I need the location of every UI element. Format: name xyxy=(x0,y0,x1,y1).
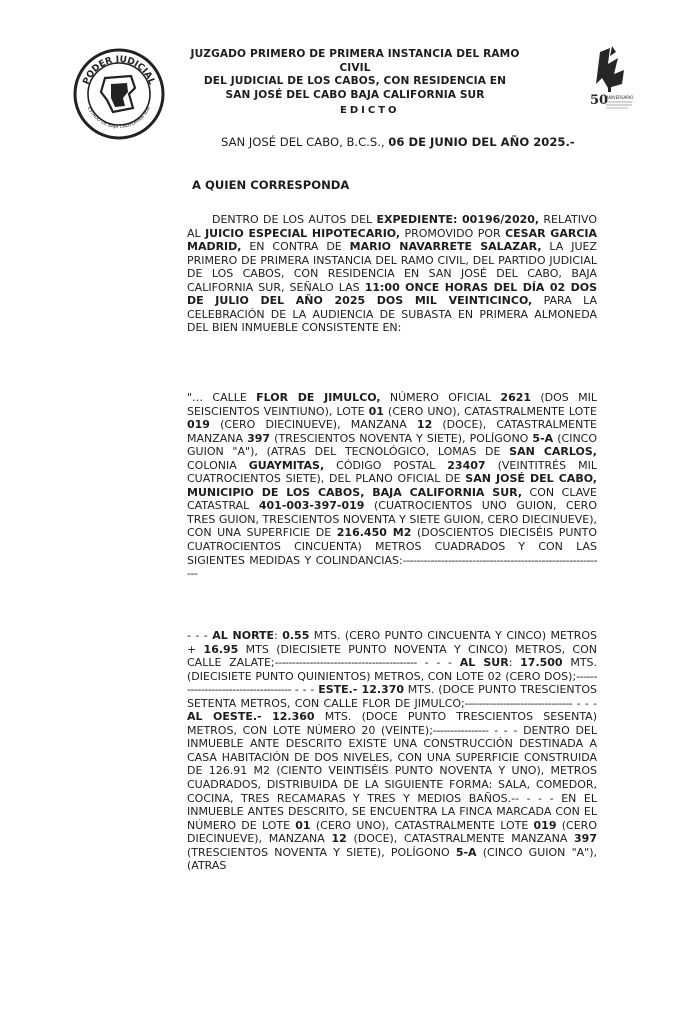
dateline-date: 06 DE JUNIO DEL AÑO 2025.- xyxy=(388,135,575,149)
paragraph-boundaries: - - - AL NORTE: 0.55 MTS. (CERO PUNTO CINCUENTA Y CINCO) METROS + 16.95 MTS (DIECISIETE PUNTO NOVENTA Y CINCO) METROS, CON CALLE ZALATE;----------------------------------------- - - - AL SUR: 17.500 MTS. (DIECISIETE PUNTO QUINIENTOS) METROS, CON LOTE 02 (CERO DOS);------------------------------------ - - - ESTE.- 12.370 MTS. (DOCE PUNTO TRESCIENTOS SETENTA METROS, CON CALLE FLOR DE JIMULCO;------------------------------- - - - AL OESTE.- 12.360 MTS. (DOCE PUNTO TRESCIENTOS SESENTA) METROS, CON LOTE NÚMERO 20 (VEINTE);---------------- - - - DENTRO DEL INMUEBLE ANTE DESCRITO EXISTE UNA CONSTRUCCIÓN DESTINADA A CASA HABITACIÓN DE DOS NIVELES, CON UNA SUPERFICIE CONSTRUIDA DE 126.91 M2 (CIENTO VEINTISÉIS PUNTO NOVENTA Y UNO), METROS CUADRADOS, DISTRIBUIDA DE LA SIGUIENTE FORMA: SALA, COMEDOR, COCINA, TRES RECAMARAS Y TRES Y MEDIOS BAÑOS.-- - - - EN EL INMUEBLE ANTES DESCRITO, SE ENCUENTRA LA FINCA MARCADA CON EL NÚMERO DE LOTE 01 (CERO UNO), CATASTRALMENTE LOTE 019 (CERO DIECINUEVE), MANZANA 12 (DOCE), CATASTRALMENTE MANZANA 397 (TRESCIENTOS NOVENTA Y SIETE), POLÍGONO 5-A (CINCO GUION "A"), (ATRAS xyxy=(187,629,598,873)
seal-bottom-text: ESTADO DE BAJA CALIFORNIA SUR xyxy=(85,106,153,131)
header-line-3: SAN JOSÉ DEL CABO BAJA CALIFORNIA SUR xyxy=(225,88,485,101)
header-line-1: JUZGADO PRIMERO DE PRIMERA INSTANCIA DEL RAMO CIVIL xyxy=(190,48,520,74)
document-title: EDICTO xyxy=(340,105,400,116)
salutation: A QUIEN CORRESPONDA xyxy=(192,178,350,192)
dateline xyxy=(221,135,575,149)
paragraph-property-description: "… CALLE FLOR DE JIMULCO, NÚMERO OFICIAL 2621 (DOS MIL SEISCIENTOS VEINTIUNO), LOTE 01 (CERO UNO), CATASTRALMENTE LOTE 019 (CERO DIECINUEVE), MANZANA 12 (DOCE), CATASTRALMENTE MANZANA 397 (TRESCIENTOS NOVENTA Y SIETE), POLÍGONO 5-A (CINCO GUION "A"), (ATRAS DEL TECNOLÓGICO, LOMAS DE SAN CARLOS, COLONIA GUAYMITAS, CÓDIGO POSTAL 23407 (VEINTITRÉS MIL CUATROCIENTOS SIETE), DEL PLANO OFICIAL DE SAN JOSÉ DEL CABO, MUNICIPIO DE LOS CABOS, BAJA CALIFORNIA SUR, CON CLAVE CATASTRAL 401-003-397-019 (CUATROCIENTOS UNO GUION, CERO TRES GUION, TRESCIENTOS NOVENTA Y SIETE GUION, CERO DIECINUEVE), CON UNA SUPERFICIE DE 216.450 M2 (DOSCIENTOS DIECISÉIS PUNTO CUATROCIENTOS CINCUENTA) METROS CUADRADOS Y CON LAS SIGIENTES MEDIDAS Y COLINDANCIAS:----------------------------------------------------------- xyxy=(187,391,598,581)
paragraph-hearing-notice: DENTRO DE LOS AUTOS DEL EXPEDIENTE: 00196/2020, RELATIVO AL JUICIO ESPECIAL HIPOTECARIO, PROMOVIDO POR CESAR GARCIA MADRID, EN CONTRA DE MARIO NAVARRETE SALAZAR, LA JUEZ PRIMERO DE PRIMERA INSTANCIA DEL RAMO CIVIL, DEL PARTIDO JUDICIAL DE LOS CABOS, CON RESIDENCIA EN SAN JOSÉ DEL CABO, BAJA CALIFORNIA SUR, SEÑALO LAS 11:00 ONCE HORAS DEL DÍA 02 DOS DE JULIO DEL AÑO 2025 DOS MIL VEINTICINCO, PARA LA CELEBRACIÓN DE LA AUDIENCIA DE SUBASTA EN PRIMERA ALMONEDA DEL BIEN INMUEBLE CONSISTENTE EN: xyxy=(187,213,598,335)
header-line-2: DEL JUDICIAL DE LOS CABOS, CON RESIDENCIA EN xyxy=(203,75,507,87)
anniversary-text: ANIVERSARIO xyxy=(606,95,634,100)
court-header xyxy=(180,48,530,102)
dateline-place: SAN JOSÉ DEL CABO, B.C.S., xyxy=(221,135,389,149)
anniversary-logo xyxy=(588,44,638,114)
seal-top-text: PODER JUDICIAL xyxy=(81,54,157,87)
poder-judicial-seal xyxy=(73,48,165,140)
anniversary-number: 50 xyxy=(590,93,609,108)
